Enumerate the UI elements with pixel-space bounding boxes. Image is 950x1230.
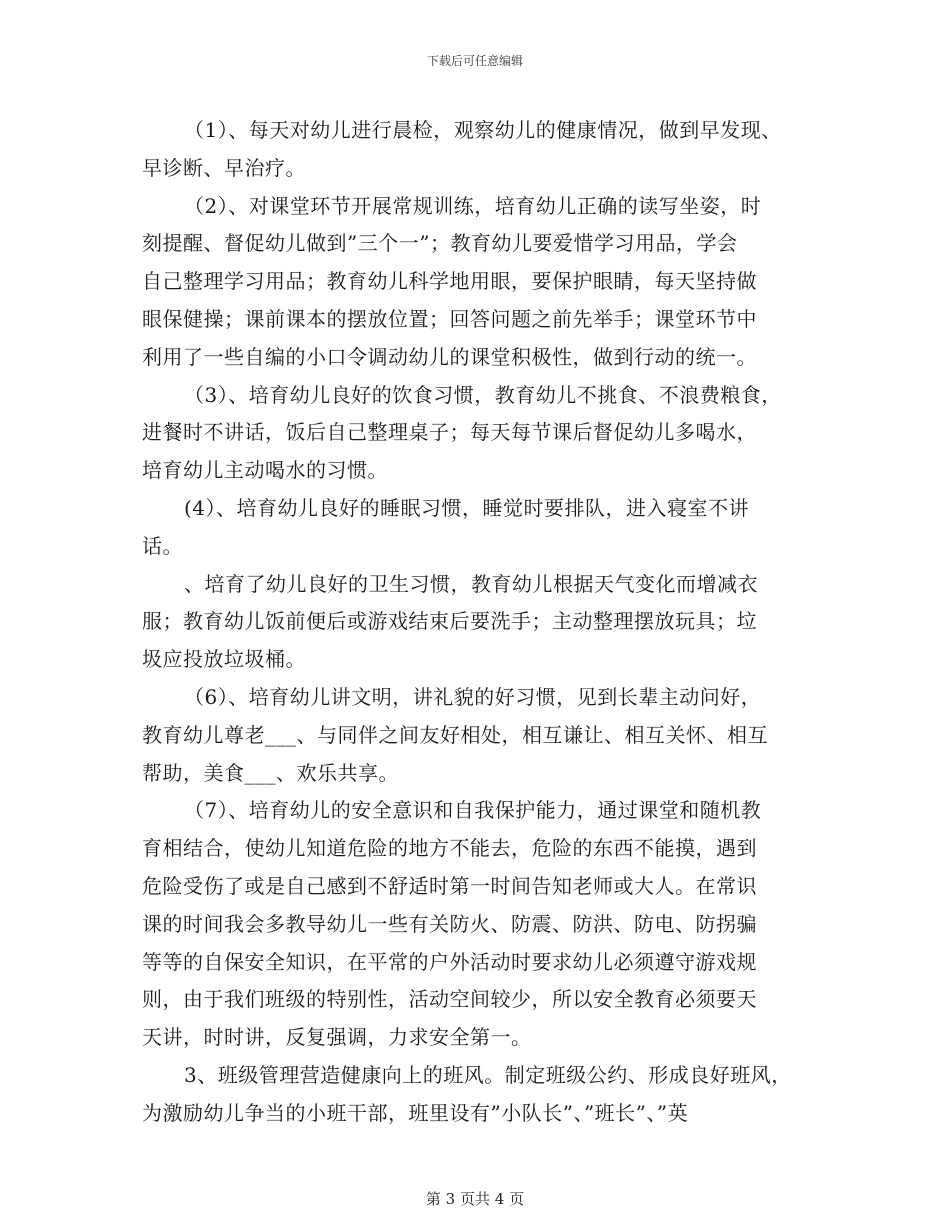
page-header: 下载后可任意编辑	[426, 54, 523, 68]
text-line: (4）、培育幼儿良好的睡眠习惯，睡觉时要排队，进入寝室不讲	[184, 495, 750, 520]
text-line: 危险受伤了或是自己感到不舒适时第一时间告知老师或大人。在常识	[142, 873, 757, 898]
text-line: 课的时间我会多教导幼儿一些有关防火、防震、防洪、防电、防拐骗	[142, 911, 757, 936]
text-line: （3）、培育幼儿良好的饮食习惯，教育幼儿不挑食、不浪费粮食，	[184, 382, 782, 407]
text-line: 自己整理学习用品；教育幼儿科学地用眼，要保护眼睛，每天坚持做	[142, 269, 757, 294]
text-line: 帮助，美食___、欢乐共享。	[142, 760, 399, 785]
text-line: 为激励幼儿争当的小班干部，班里设有”小队长”、”班长”、”英	[142, 1100, 689, 1125]
text-line: 进餐时不讲话，饭后自己整理桌子；每天每节课后督促幼儿多喝水，	[142, 420, 757, 445]
text-line: 早诊断、早治疗。	[142, 155, 306, 180]
text-line: 服；教育幼儿饭前便后或游戏结束后要洗手；主动整理摆放玩具；垃	[142, 609, 757, 634]
text-line: 教育幼儿尊老___、与同伴之间友好相处，相互谦让、相互关怀、相互	[142, 722, 768, 747]
text-line: 刻提醒、督促幼儿做到”三个一”；教育幼儿要爱惜学习用品，学会	[142, 231, 738, 256]
text-line: （6）、培育幼儿讲文明，讲礼貌的好习惯，见到长辈主动问好，	[184, 684, 762, 709]
text-line: （2）、对课堂环节开展常规训练，培育幼儿正确的读写坐姿，时	[184, 193, 762, 218]
text-line: 、培育了幼儿良好的卫生习惯，教育幼儿根据天气变化而增减衣	[184, 571, 758, 596]
text-line: 话。	[142, 533, 183, 558]
text-line: 眼保健操；课前课本的摆放位置；回答问题之前先举手；课堂环节中	[142, 306, 757, 331]
text-line: 育相结合，使幼儿知道危险的地方不能去，危险的东西不能摸，遇到	[142, 836, 757, 861]
text-line: （7）、培育幼儿的安全意识和自我保护能力，通过课堂和随机教	[184, 798, 762, 823]
text-line: 利用了一些自编的小口令调动幼儿的课堂积极性，做到行动的统一。	[142, 344, 757, 369]
text-line: （1）、每天对幼儿进行晨检，观察幼儿的健康情况，做到早发现、	[184, 118, 782, 142]
text-line: 圾应投放垃圾桶。	[142, 647, 306, 672]
document-body	[142, 112, 822, 1133]
text-line: 培育幼儿主动喝水的习惯。	[142, 458, 388, 483]
text-line: 天讲，时时讲，反复强调，力求安全第一。	[142, 1025, 532, 1050]
text-line: 等等的自保安全知识，在平常的户外活动时要求幼儿必须遵守游戏规	[142, 949, 757, 974]
text-line: 3、班级管理营造健康向上的班风。制定班级公约、形成良好班风，	[184, 1062, 792, 1087]
text-line: 则，由于我们班级的特别性，活动空间较少，所以安全教育必须要天	[142, 987, 757, 1012]
page-footer: 第 3 页共 4 页	[425, 1190, 525, 1208]
